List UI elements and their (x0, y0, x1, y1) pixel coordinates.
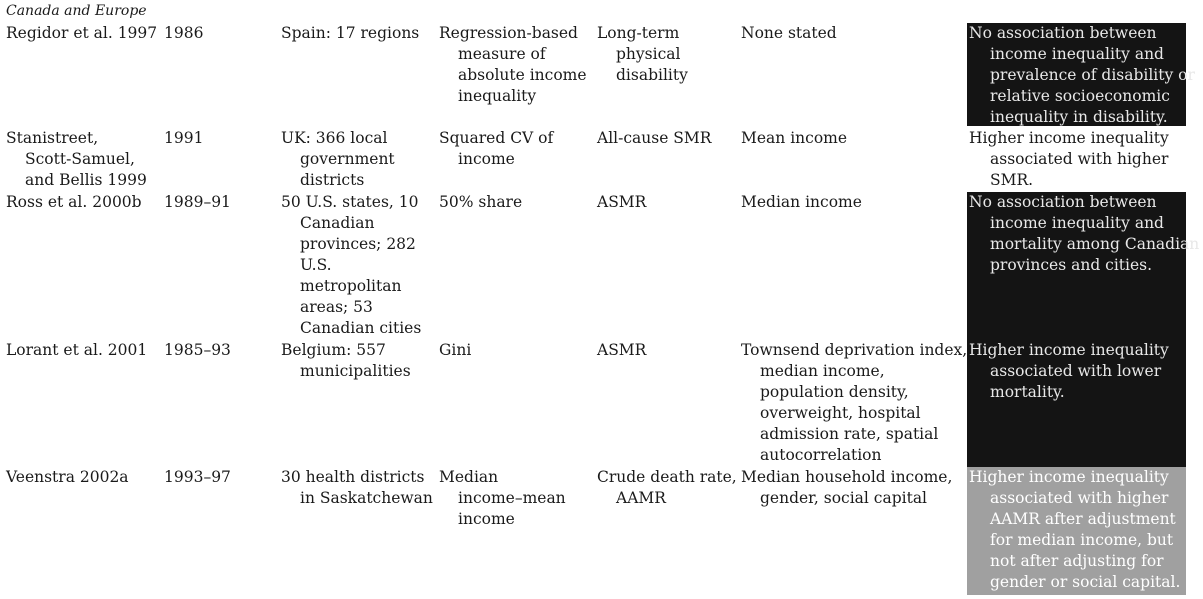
cell-line: 1993–97 (164, 468, 231, 486)
cell-line: income (458, 510, 515, 528)
finding-line: associated with higher (990, 150, 1169, 168)
cell-line: Belgium: 557 (281, 341, 386, 359)
cell-units (281, 23, 419, 44)
cell-line: gender, social capital (760, 489, 928, 507)
cell-units (281, 192, 421, 339)
cell-line: inequality (458, 87, 537, 105)
cell-line: Regression-based (439, 24, 578, 42)
cell-line: Median income (741, 193, 862, 211)
cell-line: population density, (760, 383, 909, 401)
cell-line: Regidor et al. 1997 (6, 24, 158, 42)
cell-measure (439, 128, 553, 170)
cell-line: admission rate, spatial (760, 425, 939, 443)
cell-year (164, 340, 231, 361)
finding-line: associated with higher (990, 489, 1169, 507)
finding-line: gender or social capital. (990, 573, 1181, 591)
finding-line: income inequality and (990, 45, 1164, 63)
cell-line: UK: 366 local (281, 129, 388, 147)
cell-year (164, 128, 203, 149)
cell-line: Long-term (597, 24, 680, 42)
finding-line: income inequality and (990, 214, 1164, 232)
cell-finding (967, 128, 1186, 191)
cell-line: Spain: 17 regions (281, 24, 420, 42)
finding-line: mortality among Canadian (990, 235, 1200, 253)
cell-line: Canadian cities (300, 319, 422, 337)
cell-line: Veenstra 2002a (6, 468, 129, 486)
cell-line: All-cause SMR (597, 129, 712, 147)
cell-controls (741, 192, 862, 213)
cell-line: disability (616, 66, 688, 84)
finding-line: provinces and cities. (990, 256, 1153, 274)
cell-line: income (458, 150, 515, 168)
cell-line: income–mean (458, 489, 566, 507)
cell-line: AAMR (616, 489, 666, 507)
cell-line: physical (616, 45, 681, 63)
finding-line: SMR. (990, 171, 1034, 189)
cell-line: in Saskatchewan (300, 489, 433, 507)
cell-measure (439, 340, 471, 361)
cell-line: 1986 (164, 24, 204, 42)
cell-line: autocorrelation (760, 446, 882, 464)
cell-outcome (597, 128, 711, 149)
cell-line: metropolitan (300, 277, 402, 295)
cell-line: Median (439, 468, 499, 486)
section-heading: Canada and Europe (6, 3, 147, 19)
cell-controls (741, 128, 847, 149)
cell-finding (967, 340, 1186, 467)
cell-line: Ross et al. 2000b (6, 193, 142, 211)
cell-line: 50 U.S. states, 10 (281, 193, 419, 211)
cell-outcome (597, 23, 688, 86)
cell-line: Crude death rate, (597, 468, 737, 486)
cell-controls (741, 23, 837, 44)
finding-line: Higher income inequality (969, 129, 1169, 147)
cell-units (281, 467, 433, 509)
finding-line: prevalence of disability or (990, 66, 1195, 84)
cell-study (6, 23, 157, 44)
cell-study (6, 192, 142, 213)
cell-line: and Bellis 1999 (25, 171, 147, 189)
cell-line: None stated (741, 24, 837, 42)
cell-line: 50% share (439, 193, 523, 211)
cell-line: U.S. (300, 256, 332, 274)
finding-line: associated with lower (990, 362, 1162, 380)
finding-line: for median income, but (990, 531, 1174, 549)
cell-line: 1985–93 (164, 341, 231, 359)
cell-finding (967, 192, 1200, 340)
finding-line: Higher income inequality (969, 468, 1169, 486)
cell-line: Canadian (300, 214, 375, 232)
cell-controls (741, 467, 952, 509)
finding-line: not after adjusting for (990, 552, 1164, 570)
cell-line: measure of (458, 45, 546, 63)
cell-line: provinces; 282 (300, 235, 416, 253)
finding-line: inequality in disability. (990, 108, 1168, 126)
cell-year (164, 192, 231, 213)
finding-line: No association between (969, 24, 1157, 42)
cell-units (281, 128, 395, 191)
finding-line: relative socioeconomic (990, 87, 1170, 105)
cell-line: 1989–91 (164, 193, 231, 211)
cell-line: ASMR (597, 193, 647, 211)
cell-line: ASMR (597, 341, 647, 359)
cell-line: government (300, 150, 395, 168)
cell-line: median income, (760, 362, 885, 380)
finding-line: AAMR after adjustment (990, 510, 1176, 528)
cell-line: Stanistreet, (6, 129, 99, 147)
cell-line: absolute income (458, 66, 587, 84)
cell-study (6, 340, 147, 361)
cell-line: areas; 53 (300, 298, 373, 316)
cell-line: Median household income, (741, 468, 953, 486)
cell-finding (967, 23, 1195, 126)
cell-study (6, 467, 129, 488)
cell-year (164, 23, 203, 44)
cell-units (281, 340, 411, 382)
cell-study (6, 128, 147, 191)
cell-line: Scott-Samuel, (25, 150, 135, 168)
cell-line: 30 health districts (281, 468, 425, 486)
finding-line: No association between (969, 193, 1157, 211)
cell-finding (967, 467, 1186, 595)
cell-controls (741, 340, 967, 466)
finding-line: mortality. (990, 383, 1065, 401)
cell-year (164, 467, 231, 488)
cell-outcome (597, 467, 737, 509)
cell-measure (439, 192, 522, 213)
cell-outcome (597, 340, 646, 361)
cell-line: Mean income (741, 129, 848, 147)
cell-line: Townsend deprivation index, (741, 341, 968, 359)
cell-line: districts (300, 171, 365, 189)
finding-line: Higher income inequality (969, 341, 1169, 359)
cell-line: Squared CV of (439, 129, 554, 147)
cell-line: overweight, hospital (760, 404, 921, 422)
cell-line: Lorant et al. 2001 (6, 341, 148, 359)
cell-line: Gini (439, 341, 472, 359)
cell-outcome (597, 192, 646, 213)
cell-line: municipalities (300, 362, 411, 380)
cell-measure (439, 467, 566, 530)
cell-measure (439, 23, 587, 107)
cell-line: 1991 (164, 129, 204, 147)
